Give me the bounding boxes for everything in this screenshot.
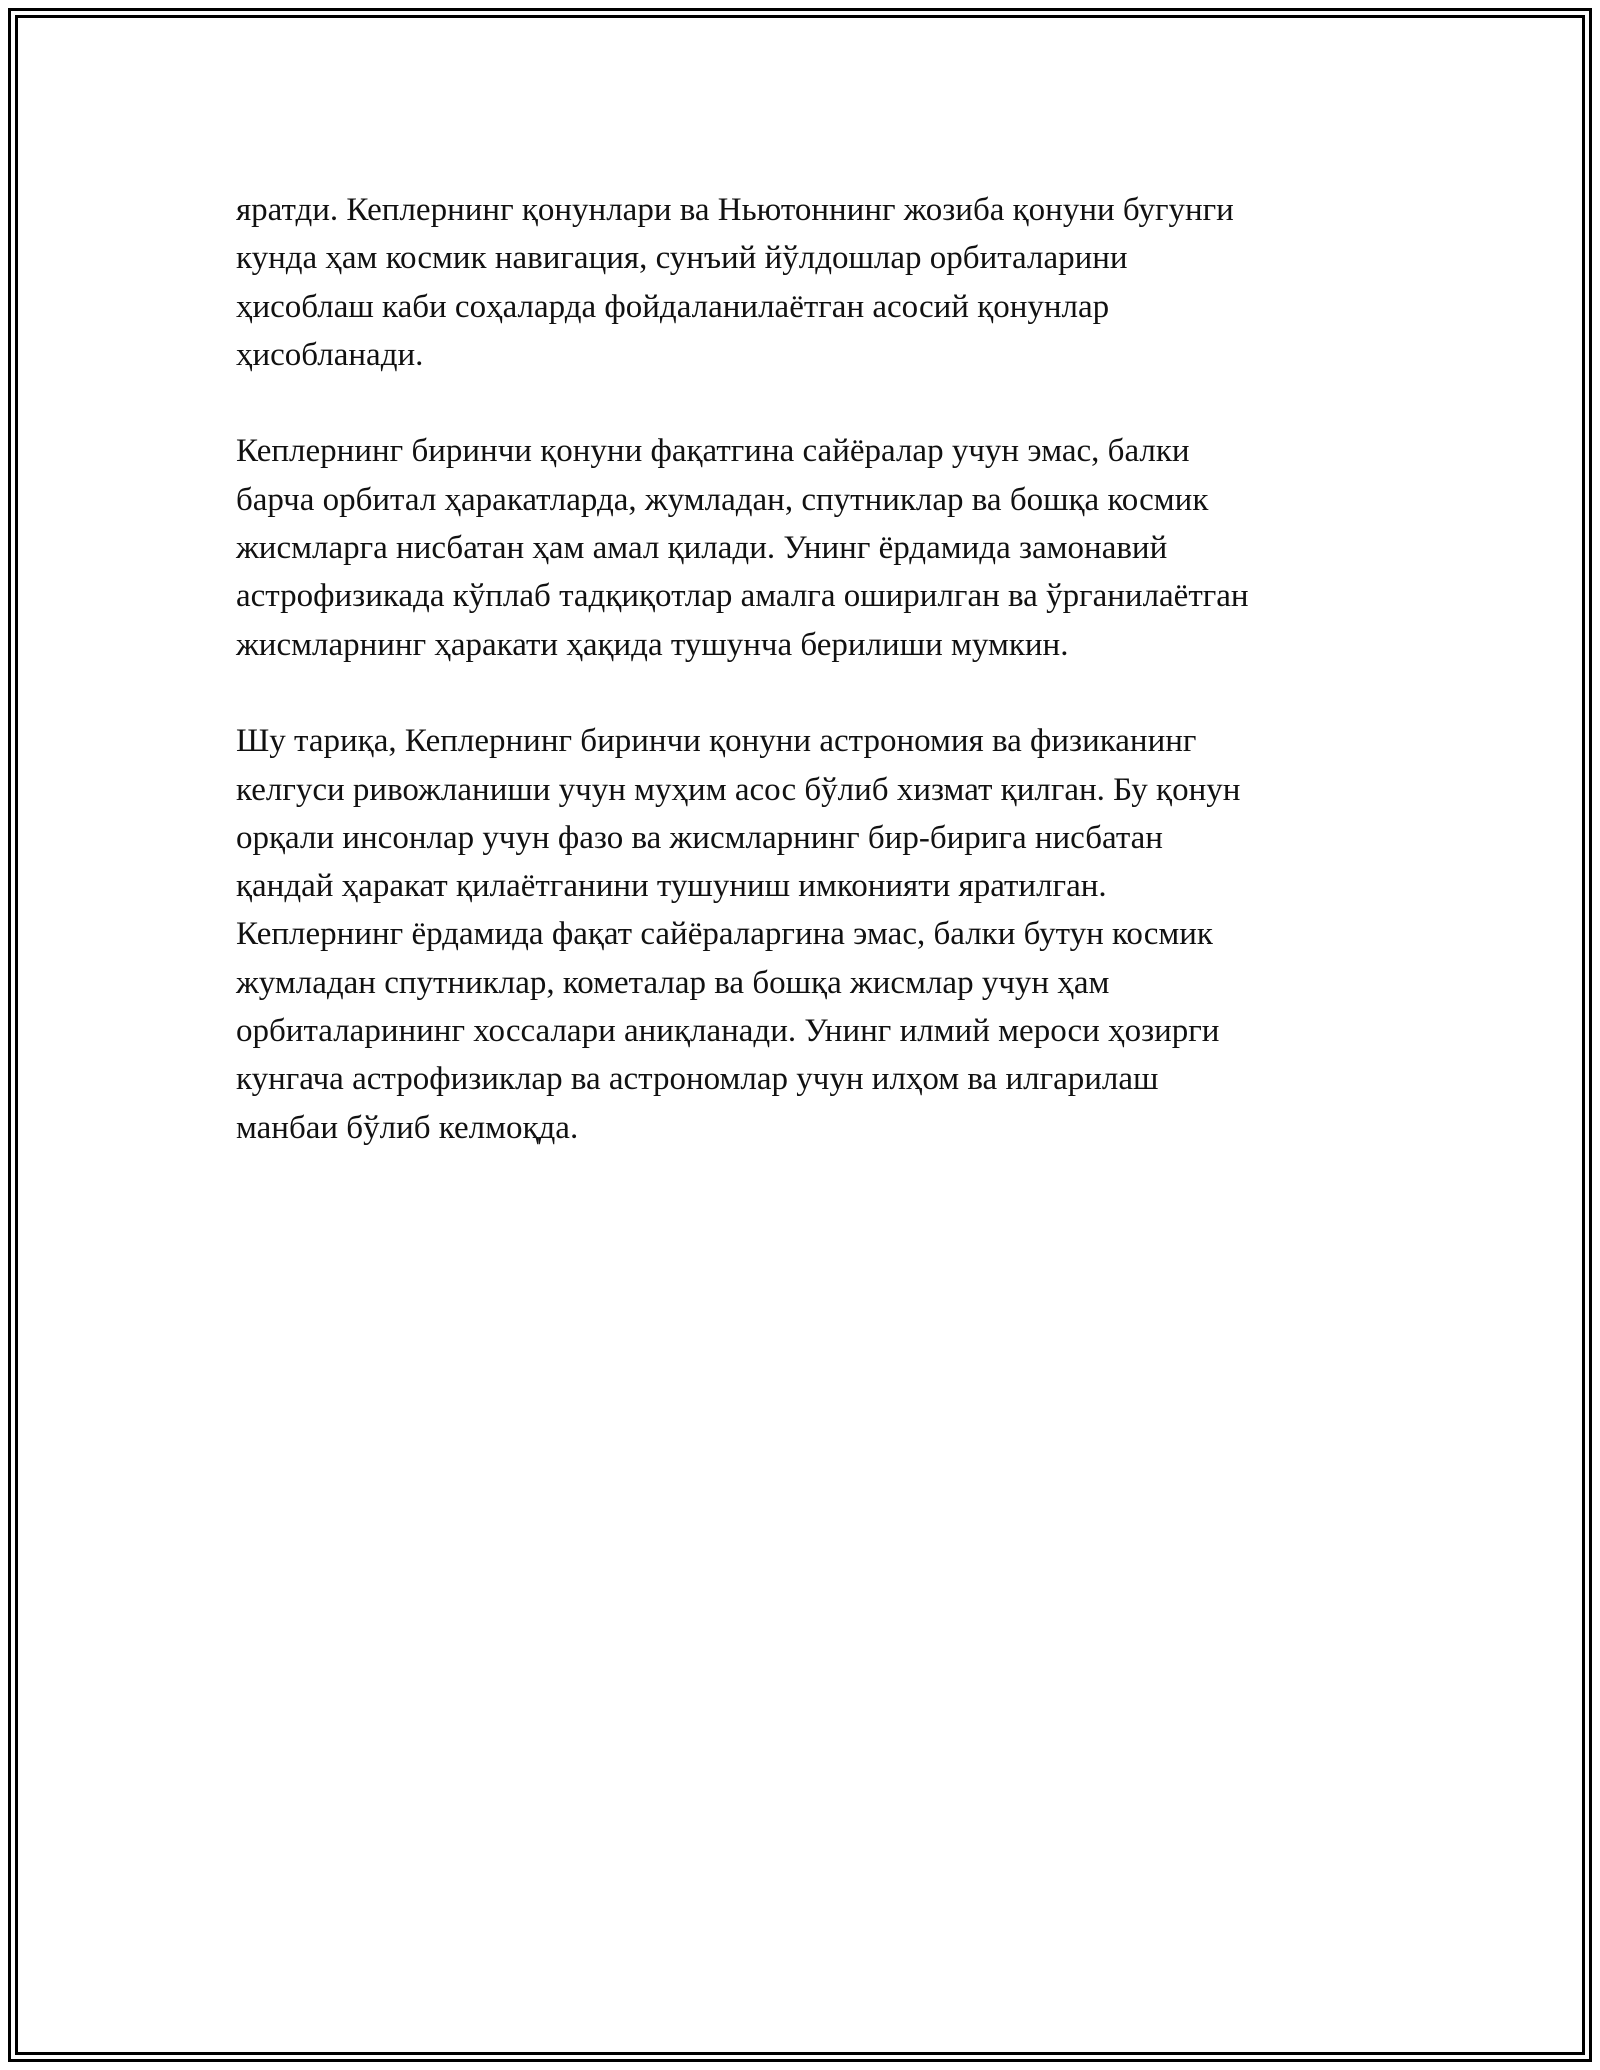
text-line: орқали инсонлар учун фазо ва жисмларнинг бир-бирига нисбатан	[236, 819, 1163, 856]
text-line: жисмларга нисбатан ҳам амал қилади. Унинг ёрдамида замонавий	[236, 530, 1168, 567]
text-line: Кеплернинг биринчи қонуни фақатгина сайёралар учун эмас, балки	[236, 433, 1190, 470]
text-line: жисмларнинг ҳаракати ҳақида тушунча берилиши мумкин.	[236, 626, 1069, 663]
text-line: ҳисоблаш каби соҳаларда фойдаланилаётган асосий қонунлар	[236, 288, 1110, 325]
text-line: ҳисобланади.	[236, 336, 424, 373]
text-line: орбиталарининг хоссалари аниқланади. Унинг илмий мероси ҳозирги	[236, 1013, 1220, 1050]
paragraph-1	[236, 186, 1376, 379]
text-line: жумладан спутниклар, кометалар ва бошқа жисмлар учун ҳам	[236, 964, 1110, 1001]
text-line: Кеплернинг ёрдамида фақат сайёраларгина эмас, балки бутун космик	[236, 916, 1213, 953]
text-line: яратди. Кеплернинг қонунлари ва Ньютоннинг жозиба қонуни бугунги	[236, 192, 1234, 228]
text-line: кунда ҳам космик навигация, сунъий йўлдошлар орбиталарини	[236, 240, 1128, 277]
document-body	[236, 186, 1376, 1200]
paragraph-2	[236, 427, 1376, 668]
text-line: Шу тариқа, Кеплернинг биринчи қонуни астрономия ва физиканинг	[236, 723, 1197, 760]
text-line: барча орбитал ҳаракатларда, жумладан, спутниклар ва бошқа космик	[236, 481, 1209, 518]
paragraph-3	[236, 717, 1376, 1152]
text-line: манбаи бўлиб келмоқда.	[236, 1109, 579, 1146]
text-line: кунгача астрофизиклар ва астрономлар учун илҳом ва илгарилаш	[236, 1061, 1159, 1098]
text-line: қандай ҳаракат қилаётганини тушуниш имконияти яратилган.	[236, 868, 1107, 905]
text-line: келгуси ривожланиши учун муҳим асос бўлиб хизмат қилган. Бу қонун	[236, 771, 1241, 808]
text-line: астрофизикада кўплаб тадқиқотлар амалга оширилган ва ўрганилаётган	[236, 578, 1249, 615]
